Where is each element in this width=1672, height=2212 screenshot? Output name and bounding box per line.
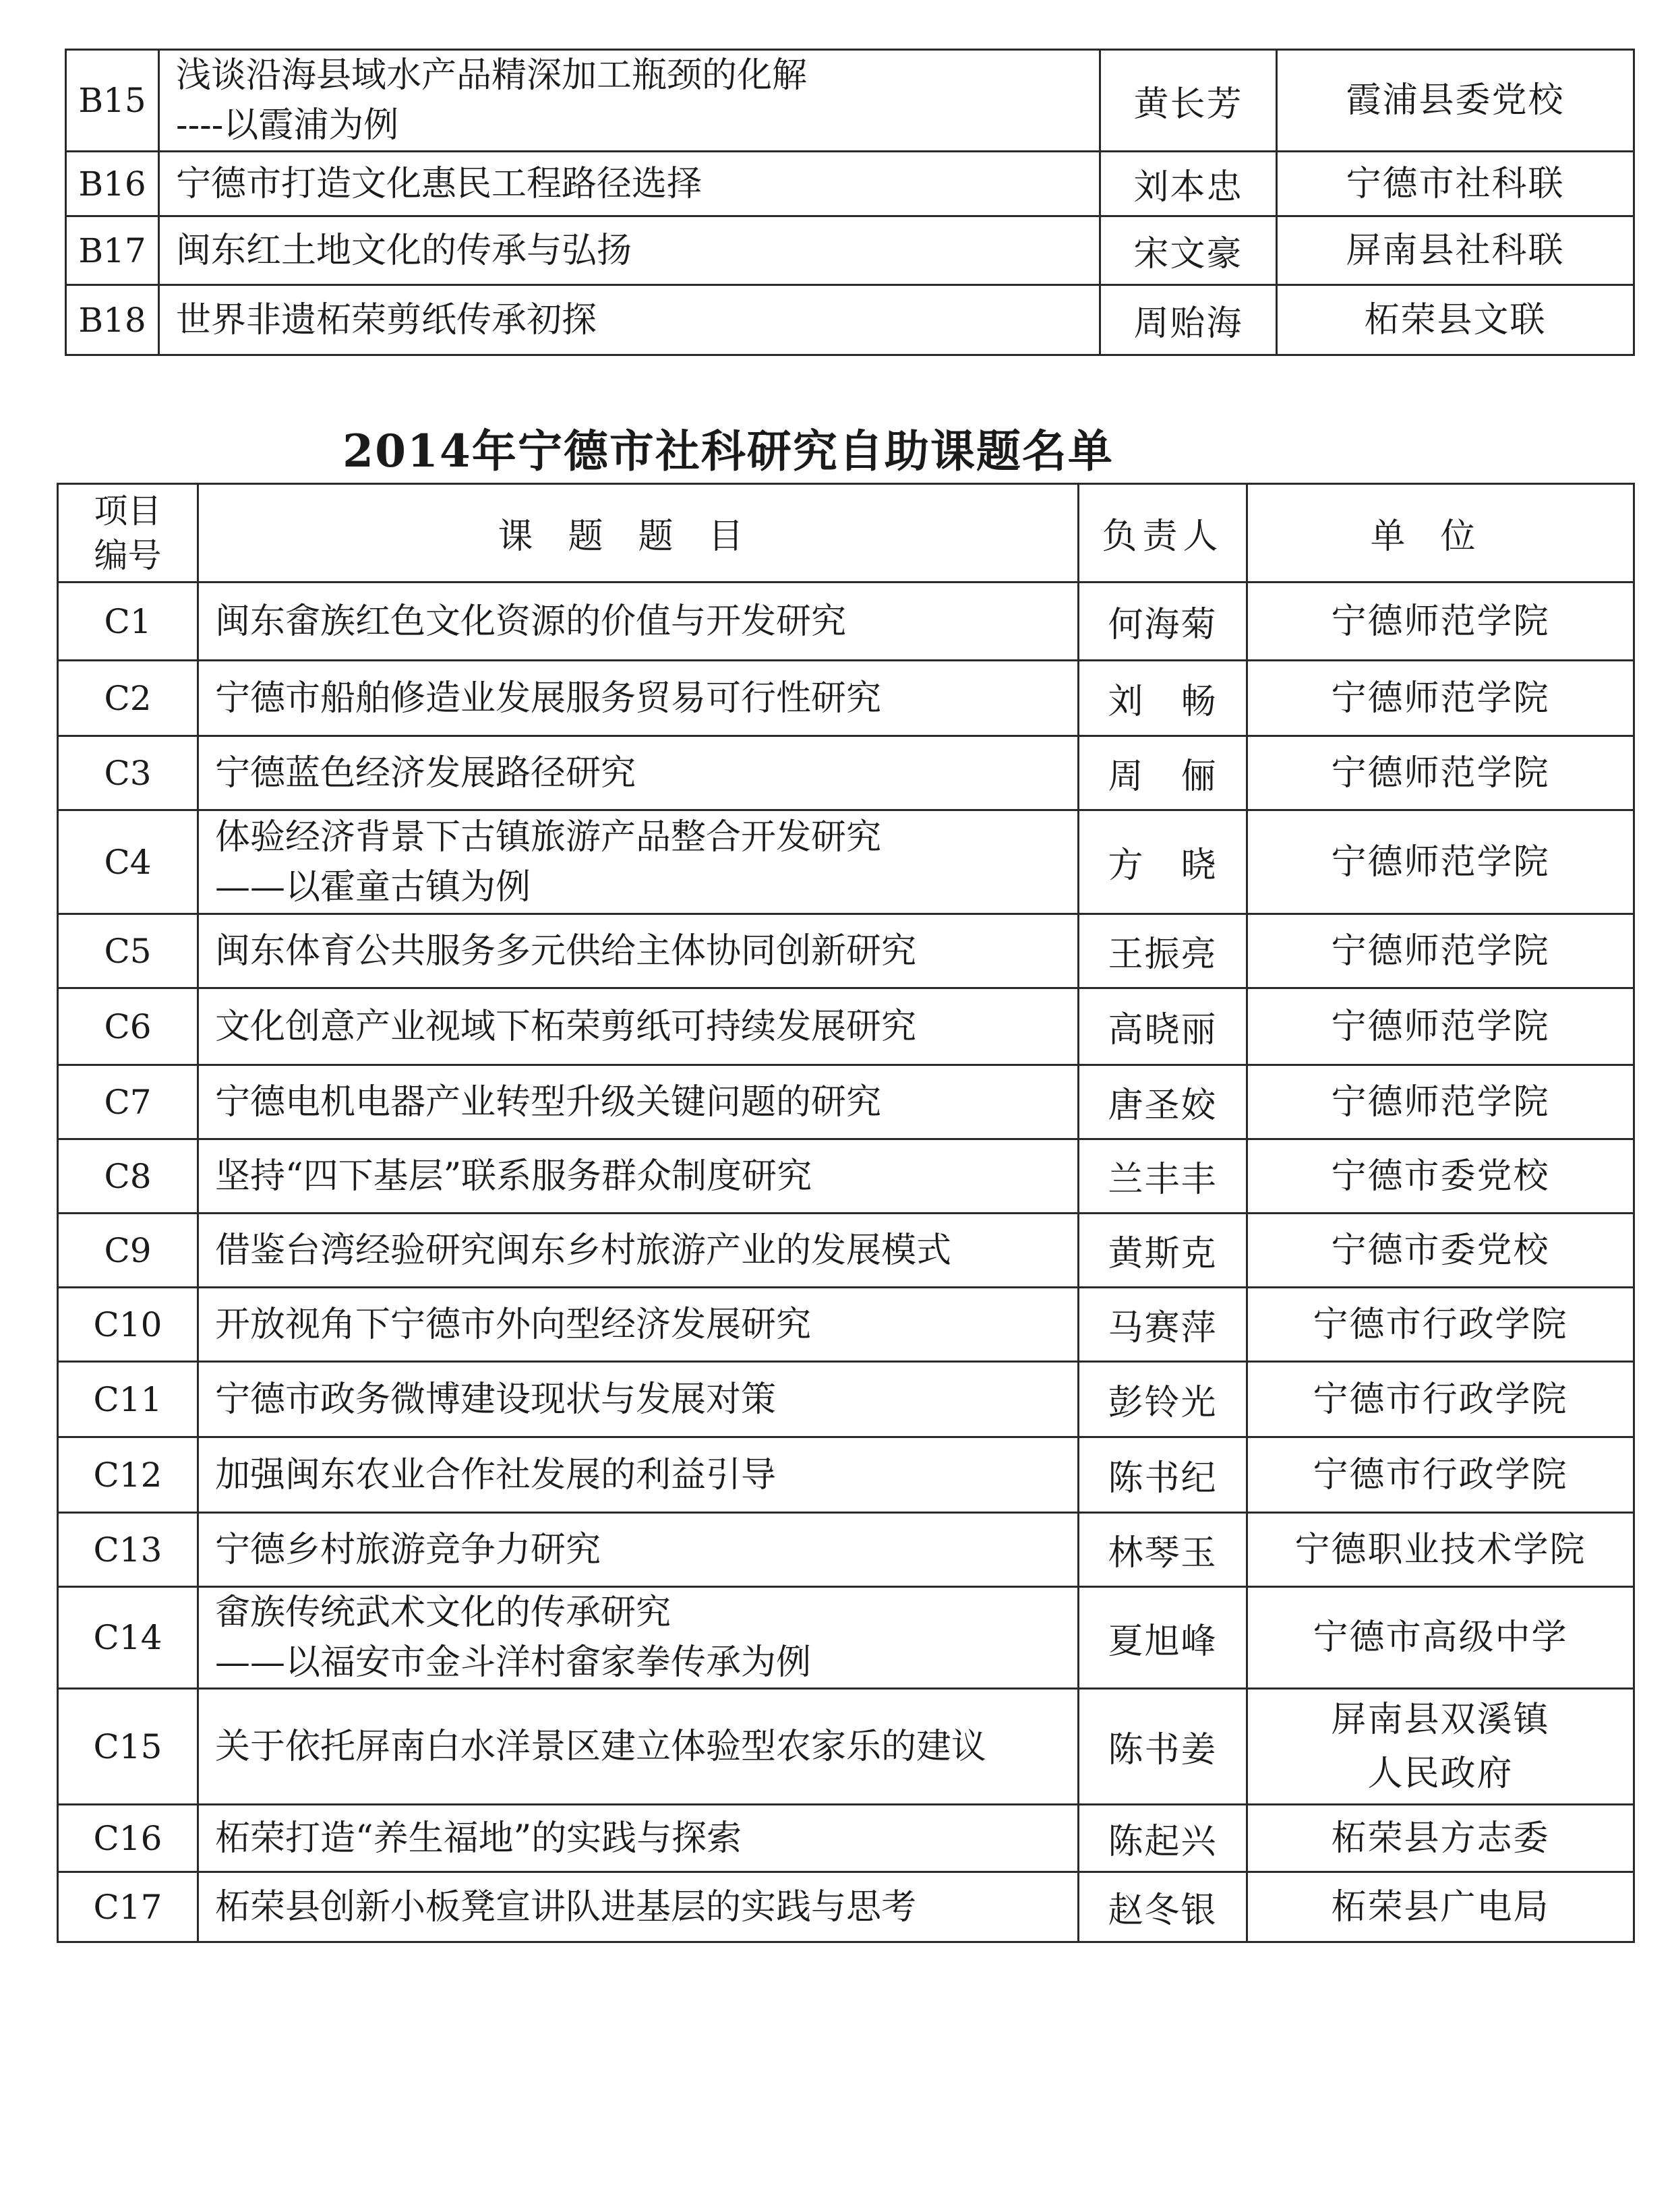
topic-title-line: 闽东红土地文化的传承与弘扬 <box>176 230 632 271</box>
topic-title-line: ——以霍童古镇为例 <box>215 866 531 907</box>
header-code-line1: 项目 <box>94 491 162 531</box>
project-code-cell: C4 <box>58 810 198 914</box>
topic-title-line: 开放视角下宁德市外向型经济发展研究 <box>215 1304 812 1345</box>
unit-line: 宁德师范学院 <box>1331 678 1550 719</box>
unit-line: 宁德师范学院 <box>1331 1006 1550 1047</box>
topic-title-cell <box>198 1214 1079 1288</box>
table-row <box>58 736 1634 810</box>
table-row <box>58 1065 1634 1139</box>
table-row <box>58 1872 1634 1942</box>
unit-cell <box>1247 988 1634 1065</box>
project-code-cell: B18 <box>66 285 159 355</box>
person-in-charge-cell: 夏旭峰 <box>1079 1587 1247 1689</box>
topic-title-cell <box>198 914 1079 988</box>
topic-title-cell <box>198 1872 1079 1942</box>
topic-title-line: 柘荣县创新小板凳宣讲队进基层的实践与思考 <box>215 1886 917 1927</box>
project-code-cell: C8 <box>58 1139 198 1214</box>
person-in-charge-cell: 周 俪 <box>1079 736 1247 810</box>
table-header-row <box>58 484 1634 582</box>
table-row <box>58 582 1634 661</box>
person-in-charge-cell: 赵冬银 <box>1079 1872 1247 1942</box>
research-topics-table-body <box>58 582 1634 1942</box>
unit-cell <box>1247 1689 1634 1805</box>
project-code-cell: B15 <box>66 50 159 152</box>
topic-title-cell <box>159 152 1100 216</box>
topic-title-line: 柘荣打造“养生福地”的实践与探索 <box>215 1818 742 1859</box>
person-in-charge-cell: 兰丰丰 <box>1079 1139 1247 1214</box>
topic-title-line: 宁德乡村旅游竞争力研究 <box>215 1529 601 1570</box>
unit-line: 宁德师范学院 <box>1331 930 1550 972</box>
unit-cell <box>1277 285 1634 355</box>
project-code-cell: C6 <box>58 988 198 1065</box>
topic-title-line: 闽东畲族红色文化资源的价值与开发研究 <box>215 601 847 642</box>
unit-cell <box>1247 736 1634 810</box>
table-row <box>58 1139 1634 1214</box>
unit-line: 柘荣县方志委 <box>1331 1818 1550 1859</box>
person-in-charge-cell: 彭铃光 <box>1079 1362 1247 1437</box>
person-in-charge-cell: 唐圣姣 <box>1079 1065 1247 1139</box>
person-in-charge-cell: 陈起兴 <box>1079 1805 1247 1872</box>
topic-title-line: 关于依托屏南白水洋景区建立体验型农家乐的建议 <box>215 1726 987 1767</box>
topic-title-line: 文化创意产业视域下柘荣剪纸可持续发展研究 <box>215 1006 917 1047</box>
project-code-cell: C5 <box>58 914 198 988</box>
project-code-cell: C16 <box>58 1805 198 1872</box>
unit-line: 宁德市高级中学 <box>1313 1617 1568 1658</box>
section-title: 2014年宁德市社科研究自助课题名单 <box>342 425 1114 477</box>
topic-title-cell <box>159 50 1100 152</box>
unit-cell <box>1247 1288 1634 1362</box>
table-row <box>58 810 1634 914</box>
unit-line: 宁德市委党校 <box>1331 1230 1550 1271</box>
unit-cell <box>1247 582 1634 661</box>
unit-cell <box>1247 1872 1634 1942</box>
topic-title-cell <box>159 285 1100 355</box>
unit-line: 宁德市委党校 <box>1331 1156 1550 1197</box>
topic-title-cell <box>198 1437 1079 1513</box>
project-code-cell: B16 <box>66 152 159 216</box>
project-code-cell: C14 <box>58 1587 198 1689</box>
header-person-in-charge: 负责人 <box>1079 484 1247 582</box>
research-topics-table <box>57 483 1635 1943</box>
person-in-charge-cell: 刘 畅 <box>1079 661 1247 736</box>
person-in-charge-cell: 刘本忠 <box>1100 152 1277 216</box>
unit-line: 屏南县社科联 <box>1346 230 1565 271</box>
project-code-cell: C10 <box>58 1288 198 1362</box>
topic-title-cell <box>159 216 1100 285</box>
table-row <box>58 914 1634 988</box>
unit-cell <box>1277 50 1634 152</box>
person-in-charge-cell: 高晓丽 <box>1079 988 1247 1065</box>
unit-line: 宁德市行政学院 <box>1313 1304 1568 1345</box>
topic-title-line: 宁德市打造文化惠民工程路径选择 <box>176 163 703 204</box>
project-code-cell: C2 <box>58 661 198 736</box>
table-row <box>58 1214 1634 1288</box>
table-row <box>58 988 1634 1065</box>
topic-title-line: 宁德市船舶修造业发展服务贸易可行性研究 <box>215 678 882 719</box>
table-row <box>66 285 1634 355</box>
person-in-charge-cell: 陈书姜 <box>1079 1689 1247 1805</box>
unit-cell <box>1247 1214 1634 1288</box>
project-code-cell: C11 <box>58 1362 198 1437</box>
unit-line: 宁德师范学院 <box>1331 841 1550 883</box>
project-code-cell: C3 <box>58 736 198 810</box>
unit-line: 宁德师范学院 <box>1331 601 1550 642</box>
unit-cell <box>1247 914 1634 988</box>
unit-line: 宁德师范学院 <box>1331 752 1550 794</box>
unit-cell <box>1247 1587 1634 1689</box>
unit-cell <box>1277 216 1634 285</box>
project-code-cell: C12 <box>58 1437 198 1513</box>
topic-title-cell <box>198 1513 1079 1587</box>
topic-title-cell <box>198 1587 1079 1689</box>
header-unit: 单位 <box>1247 484 1634 582</box>
table-row <box>66 50 1634 152</box>
topic-title-line: 宁德电机电器产业转型升级关键问题的研究 <box>215 1081 882 1123</box>
unit-cell <box>1247 810 1634 914</box>
unit-line: 宁德职业技术学院 <box>1294 1529 1586 1570</box>
unit-cell <box>1277 152 1634 216</box>
unit-line: 宁德师范学院 <box>1331 1081 1550 1123</box>
topic-title-cell <box>198 1288 1079 1362</box>
continuation-table-body <box>66 50 1634 355</box>
topic-title-cell <box>198 1689 1079 1805</box>
header-project-code <box>58 484 198 582</box>
project-code-cell: C7 <box>58 1065 198 1139</box>
person-in-charge-cell: 何海菊 <box>1079 582 1247 661</box>
header-code-line2: 编号 <box>94 535 162 575</box>
table-row <box>58 1437 1634 1513</box>
topic-title-line: ----以霞浦为例 <box>176 105 399 146</box>
unit-line: 人民政府 <box>1367 1753 1514 1794</box>
table-row <box>58 1805 1634 1872</box>
topic-title-cell <box>198 988 1079 1065</box>
unit-line: 宁德市行政学院 <box>1313 1379 1568 1420</box>
unit-line: 柘荣县广电局 <box>1331 1886 1550 1927</box>
table-row <box>58 1587 1634 1689</box>
unit-line: 霞浦县委党校 <box>1346 80 1565 121</box>
topic-title-line: 宁德市政务微博建设现状与发展对策 <box>215 1379 777 1420</box>
table-row <box>58 1362 1634 1437</box>
topic-title-line: 宁德蓝色经济发展路径研究 <box>215 752 636 794</box>
project-code-cell: B17 <box>66 216 159 285</box>
unit-cell <box>1247 1362 1634 1437</box>
topic-title-line: 体验经济背景下古镇旅游产品整合开发研究 <box>215 816 882 858</box>
project-code-cell: C15 <box>58 1689 198 1805</box>
table-row <box>66 216 1634 285</box>
person-in-charge-cell: 陈书纪 <box>1079 1437 1247 1513</box>
unit-cell <box>1247 1437 1634 1513</box>
project-code-cell: C1 <box>58 582 198 661</box>
unit-cell <box>1247 1139 1634 1214</box>
topic-title-line: 闽东体育公共服务多元供给主体协同创新研究 <box>215 930 917 972</box>
topic-title-cell <box>198 1805 1079 1872</box>
header-topic-title: 课题题目 <box>198 484 1079 582</box>
table-row <box>58 1513 1634 1587</box>
topic-title-cell <box>198 1362 1079 1437</box>
table-row <box>66 152 1634 216</box>
continuation-table <box>65 49 1635 356</box>
person-in-charge-cell: 周贻海 <box>1100 285 1277 355</box>
unit-cell <box>1247 661 1634 736</box>
unit-cell <box>1247 1513 1634 1587</box>
person-in-charge-cell: 王振亮 <box>1079 914 1247 988</box>
project-code-cell: C17 <box>58 1872 198 1942</box>
topic-title-line: 世界非遗柘荣剪纸传承初探 <box>176 299 597 340</box>
table-row <box>58 1689 1634 1805</box>
topic-title-cell <box>198 736 1079 810</box>
table-row <box>58 661 1634 736</box>
person-in-charge-cell: 宋文豪 <box>1100 216 1277 285</box>
unit-line: 柘荣县文联 <box>1364 299 1547 340</box>
unit-line: 宁德市行政学院 <box>1313 1454 1568 1495</box>
topic-title-cell <box>198 810 1079 914</box>
topic-title-line: ——以福安市金斗洋村畲家拳传承为例 <box>215 1642 812 1683</box>
project-code-cell: C9 <box>58 1214 198 1288</box>
topic-title-cell <box>198 582 1079 661</box>
person-in-charge-cell: 方 晓 <box>1079 810 1247 914</box>
topic-title-line: 借鉴台湾经验研究闽东乡村旅游产业的发展模式 <box>215 1230 952 1271</box>
topic-title-cell <box>198 1065 1079 1139</box>
person-in-charge-cell: 黄长芳 <box>1100 50 1277 152</box>
topic-title-cell <box>198 1139 1079 1214</box>
table-row <box>58 1288 1634 1362</box>
topic-title-line: 浅谈沿海县域水产品精深加工瓶颈的化解 <box>176 55 808 96</box>
topic-title-line: 坚持“四下基层”联系服务群众制度研究 <box>215 1156 812 1197</box>
unit-cell <box>1247 1065 1634 1139</box>
unit-line: 屏南县双溪镇 <box>1331 1699 1550 1740</box>
unit-line: 宁德市社科联 <box>1346 163 1565 204</box>
topic-title-line: 畲族传统武术文化的传承研究 <box>215 1592 671 1633</box>
topic-title-cell <box>198 661 1079 736</box>
person-in-charge-cell: 林琴玉 <box>1079 1513 1247 1587</box>
topic-title-line: 加强闽东农业合作社发展的利益引导 <box>215 1454 777 1495</box>
person-in-charge-cell: 黄斯克 <box>1079 1214 1247 1288</box>
project-code-cell: C13 <box>58 1513 198 1587</box>
unit-cell <box>1247 1805 1634 1872</box>
person-in-charge-cell: 马赛萍 <box>1079 1288 1247 1362</box>
